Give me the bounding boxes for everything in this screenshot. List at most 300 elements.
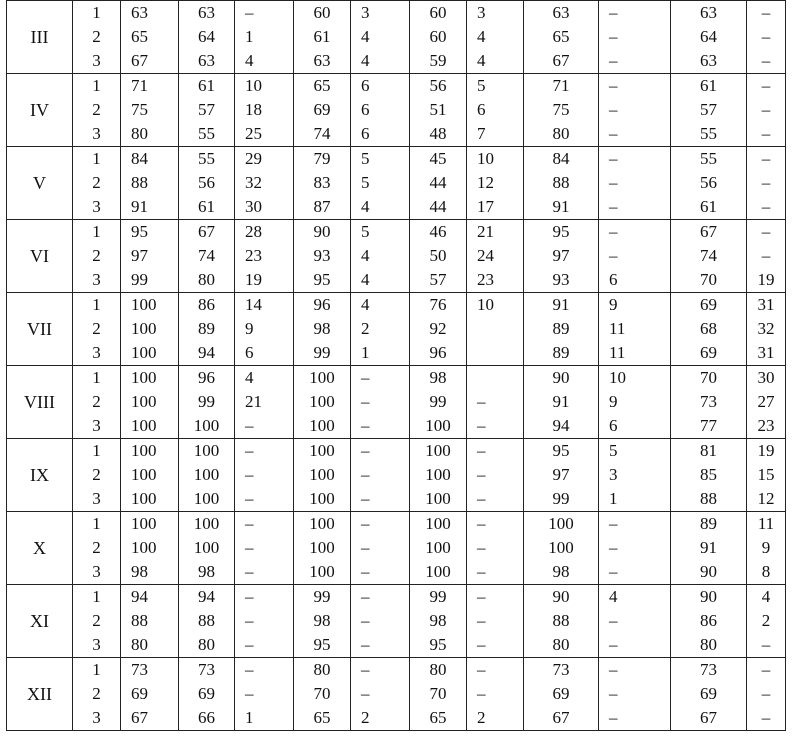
table-cell: 88 [524, 171, 599, 195]
decade-cell: 2 [73, 609, 121, 633]
table-cell: 67 [121, 49, 179, 74]
table-cell: 7 [467, 122, 524, 147]
table-cell: 83 [294, 171, 351, 195]
table-cell: 85 [671, 463, 747, 487]
table-cell: 98 [121, 560, 179, 585]
decade-cell: 2 [73, 98, 121, 122]
table-cell: 10 [467, 147, 524, 172]
table-cell: – [351, 487, 410, 512]
table-cell: 100 [410, 536, 467, 560]
table-cell: – [467, 633, 524, 658]
table-cell: 2 [467, 706, 524, 731]
decade-cell: 3 [73, 122, 121, 147]
table-cell: 6 [351, 74, 410, 99]
table-cell: 99 [410, 390, 467, 414]
table-row [7, 341, 786, 366]
table-cell: – [599, 560, 671, 585]
table-cell: 100 [410, 487, 467, 512]
table-row [7, 706, 786, 731]
table-cell: 69 [121, 682, 179, 706]
table-cell: 11 [599, 341, 671, 366]
month-group [7, 220, 786, 293]
table-cell: 17 [467, 195, 524, 220]
table-cell: 55 [671, 147, 747, 172]
table-cell: 96 [410, 341, 467, 366]
table-cell: 70 [294, 682, 351, 706]
table-cell: 61 [179, 74, 235, 99]
table-cell: 100 [121, 536, 179, 560]
decade-cell: 2 [73, 463, 121, 487]
table-cell: 61 [671, 195, 747, 220]
table-cell: 99 [410, 585, 467, 610]
table-cell: 73 [121, 658, 179, 683]
table-cell: 95 [121, 220, 179, 245]
table-cell: – [747, 122, 786, 147]
table-cell: 18 [235, 98, 294, 122]
table-cell: – [599, 244, 671, 268]
table-cell: – [235, 633, 294, 658]
table-row [7, 293, 786, 318]
table-cell: 91 [524, 390, 599, 414]
table-cell: 2 [747, 609, 786, 633]
table-cell: 100 [179, 463, 235, 487]
table-cell: – [235, 439, 294, 464]
table-cell: 75 [121, 98, 179, 122]
table-cell: 19 [747, 268, 786, 293]
table-cell: 4 [467, 49, 524, 74]
month-label: X [7, 512, 73, 585]
table-cell: 80 [121, 633, 179, 658]
table-cell: – [747, 244, 786, 268]
table-cell: 73 [524, 658, 599, 683]
table-cell: 6 [235, 341, 294, 366]
table-cell: 63 [671, 49, 747, 74]
table-cell: 100 [294, 536, 351, 560]
table-cell: 71 [524, 74, 599, 99]
data-table [6, 0, 786, 731]
table-cell: 59 [410, 49, 467, 74]
table-cell: – [351, 682, 410, 706]
table-cell: 55 [179, 122, 235, 147]
table-cell: – [467, 439, 524, 464]
table-cell: 4 [351, 244, 410, 268]
table-cell: 98 [410, 609, 467, 633]
table-cell: – [599, 512, 671, 537]
table-cell: – [351, 512, 410, 537]
table-row [7, 439, 786, 464]
table-cell: 100 [179, 512, 235, 537]
table-cell: 87 [294, 195, 351, 220]
table-cell: 5 [351, 147, 410, 172]
table-cell: 57 [671, 98, 747, 122]
table-cell: 12 [467, 171, 524, 195]
table-cell: 69 [671, 341, 747, 366]
table-cell: 88 [524, 609, 599, 633]
month-label: XII [7, 658, 73, 731]
table-cell: 91 [121, 195, 179, 220]
table-cell: 69 [671, 682, 747, 706]
table-cell: 74 [671, 244, 747, 268]
table-cell: – [351, 585, 410, 610]
table-row [7, 1, 786, 26]
table-cell: 96 [294, 293, 351, 318]
table-cell: 1 [599, 487, 671, 512]
table-cell: 65 [121, 25, 179, 49]
decade-cell: 2 [73, 244, 121, 268]
table-cell: 100 [179, 414, 235, 439]
table-cell: 89 [524, 341, 599, 366]
table-cell: – [467, 536, 524, 560]
table-cell: 6 [599, 414, 671, 439]
table-cell: 100 [294, 463, 351, 487]
table-cell: 90 [671, 585, 747, 610]
table-cell: 88 [179, 609, 235, 633]
table-cell: 97 [121, 244, 179, 268]
decade-cell: 2 [73, 317, 121, 341]
table-cell: – [351, 390, 410, 414]
table-cell: 69 [524, 682, 599, 706]
table-cell: 9 [599, 390, 671, 414]
table-cell: – [235, 512, 294, 537]
table-cell: – [599, 122, 671, 147]
table-cell: 4 [467, 25, 524, 49]
table-cell: 100 [179, 439, 235, 464]
table-cell: – [467, 390, 524, 414]
table-cell: 1 [235, 25, 294, 49]
table-cell: 79 [294, 147, 351, 172]
table-cell: 97 [524, 244, 599, 268]
table-cell: 50 [410, 244, 467, 268]
table-cell: – [467, 609, 524, 633]
month-group [7, 1, 786, 74]
month-label: VI [7, 220, 73, 293]
table-row [7, 414, 786, 439]
table-cell: 29 [235, 147, 294, 172]
table-cell: – [747, 633, 786, 658]
table-cell: 9 [747, 536, 786, 560]
table-cell: 94 [524, 414, 599, 439]
table-cell: 64 [179, 25, 235, 49]
table-cell: 95 [524, 439, 599, 464]
table-row [7, 366, 786, 391]
decade-cell: 1 [73, 366, 121, 391]
table-cell: 80 [671, 633, 747, 658]
table-cell: 100 [294, 414, 351, 439]
table-cell: – [599, 536, 671, 560]
table-cell: 74 [294, 122, 351, 147]
table-cell: 45 [410, 147, 467, 172]
table-row [7, 585, 786, 610]
table-cell: 55 [671, 122, 747, 147]
table-cell: 99 [524, 487, 599, 512]
table-cell: 69 [294, 98, 351, 122]
table-cell: 21 [467, 220, 524, 245]
table-cell: 80 [524, 633, 599, 658]
table-row [7, 633, 786, 658]
table-cell: 4 [747, 585, 786, 610]
table-cell: 55 [179, 147, 235, 172]
table-cell: 99 [294, 585, 351, 610]
table-cell: – [351, 609, 410, 633]
table-cell: – [235, 414, 294, 439]
table-cell: 31 [747, 293, 786, 318]
table-cell: – [747, 49, 786, 74]
table-row [7, 49, 786, 74]
table-cell: 100 [121, 317, 179, 341]
table-cell: 100 [294, 487, 351, 512]
month-label: V [7, 147, 73, 220]
table-cell: 100 [294, 390, 351, 414]
decade-cell: 1 [73, 1, 121, 26]
table-cell: 63 [179, 49, 235, 74]
table-cell: 30 [235, 195, 294, 220]
table-cell: 46 [410, 220, 467, 245]
table-cell: – [467, 585, 524, 610]
table-cell: 100 [121, 439, 179, 464]
table-cell: 67 [671, 220, 747, 245]
table-cell: – [599, 98, 671, 122]
table-cell: 15 [747, 463, 786, 487]
table-cell [467, 317, 524, 341]
table-cell: – [599, 633, 671, 658]
table-cell: – [747, 74, 786, 99]
table-cell: 31 [747, 341, 786, 366]
table-cell: 100 [294, 560, 351, 585]
table-cell: 100 [121, 463, 179, 487]
table-cell: 56 [410, 74, 467, 99]
table-cell: 4 [351, 195, 410, 220]
table-cell: – [599, 609, 671, 633]
table-cell: 86 [179, 293, 235, 318]
decade-cell: 3 [73, 414, 121, 439]
decade-cell: 1 [73, 74, 121, 99]
table-cell: 63 [671, 1, 747, 26]
table-cell: 4 [599, 585, 671, 610]
table-cell: 89 [671, 512, 747, 537]
table-cell: 5 [351, 171, 410, 195]
month-group [7, 366, 786, 439]
table-cell: 70 [410, 682, 467, 706]
table-cell: 75 [524, 98, 599, 122]
table-cell: 10 [467, 293, 524, 318]
table-cell: 28 [235, 220, 294, 245]
table-cell: 73 [179, 658, 235, 683]
table-cell: 67 [671, 706, 747, 731]
table-cell: 100 [410, 463, 467, 487]
table-row [7, 220, 786, 245]
table-row [7, 682, 786, 706]
table-cell: 94 [179, 341, 235, 366]
table-cell: 70 [671, 366, 747, 391]
table-cell: 32 [747, 317, 786, 341]
table-cell: 11 [747, 512, 786, 537]
table-row [7, 122, 786, 147]
table-cell: – [235, 463, 294, 487]
table-cell: – [467, 512, 524, 537]
table-cell: 61 [671, 74, 747, 99]
table-cell: – [747, 195, 786, 220]
table-cell: 25 [235, 122, 294, 147]
table-cell: 65 [294, 706, 351, 731]
table-row [7, 487, 786, 512]
table-cell: – [747, 98, 786, 122]
table-cell: 80 [524, 122, 599, 147]
table-cell: 70 [671, 268, 747, 293]
table-cell: – [351, 366, 410, 391]
table-cell: – [599, 682, 671, 706]
table-cell: 93 [294, 244, 351, 268]
table-cell: 100 [121, 512, 179, 537]
table-cell: 5 [467, 74, 524, 99]
table-cell: 67 [524, 49, 599, 74]
table-cell: 95 [294, 268, 351, 293]
month-group [7, 293, 786, 366]
table-cell: 97 [524, 463, 599, 487]
table-cell: 1 [235, 706, 294, 731]
month-group [7, 439, 786, 512]
table-cell: – [467, 487, 524, 512]
table-cell: – [235, 585, 294, 610]
decade-cell: 1 [73, 439, 121, 464]
table-cell: 6 [351, 98, 410, 122]
table-cell: – [747, 25, 786, 49]
table-cell: 88 [121, 171, 179, 195]
table-cell: 69 [671, 293, 747, 318]
month-label: VII [7, 293, 73, 366]
table-row [7, 171, 786, 195]
table-cell: 98 [179, 560, 235, 585]
table-cell: 99 [121, 268, 179, 293]
table-cell: – [599, 195, 671, 220]
table-cell: – [599, 658, 671, 683]
table-cell: 99 [294, 341, 351, 366]
table-cell: 94 [179, 585, 235, 610]
table-cell: 100 [294, 512, 351, 537]
table-cell: 76 [410, 293, 467, 318]
table-cell: 4 [351, 268, 410, 293]
table-row [7, 147, 786, 172]
table-cell: – [351, 439, 410, 464]
table-cell: 60 [294, 1, 351, 26]
table-cell: 63 [121, 1, 179, 26]
table-cell: 63 [524, 1, 599, 26]
table-cell: 100 [410, 439, 467, 464]
table-cell: 56 [671, 171, 747, 195]
table-cell: 21 [235, 390, 294, 414]
table-cell: 80 [179, 633, 235, 658]
table-cell [467, 341, 524, 366]
table-cell: 6 [599, 268, 671, 293]
table-cell: – [599, 25, 671, 49]
table-cell: – [235, 682, 294, 706]
table-cell: 88 [121, 609, 179, 633]
table-cell: – [467, 658, 524, 683]
table-cell: 10 [599, 366, 671, 391]
decade-cell: 1 [73, 658, 121, 683]
table-cell: 12 [747, 487, 786, 512]
table-cell: – [235, 536, 294, 560]
table-cell: 23 [467, 268, 524, 293]
table-cell: – [747, 1, 786, 26]
table-cell: – [747, 706, 786, 731]
table-cell: 100 [121, 341, 179, 366]
table-cell: 100 [524, 512, 599, 537]
table-cell: – [747, 682, 786, 706]
table-row [7, 98, 786, 122]
table-cell: 11 [599, 317, 671, 341]
table-cell: 98 [294, 317, 351, 341]
decade-cell: 3 [73, 341, 121, 366]
table-cell: 80 [121, 122, 179, 147]
table-cell: 44 [410, 171, 467, 195]
table-cell: 6 [467, 98, 524, 122]
table-cell: 65 [294, 74, 351, 99]
decade-cell: 2 [73, 390, 121, 414]
table-cell: 100 [524, 536, 599, 560]
decade-cell: 3 [73, 706, 121, 731]
decade-cell: 3 [73, 195, 121, 220]
table-cell: 67 [121, 706, 179, 731]
decade-cell: 1 [73, 585, 121, 610]
data-table-container [6, 0, 786, 731]
table-cell: 56 [179, 171, 235, 195]
table-cell: 57 [410, 268, 467, 293]
table-cell: – [599, 74, 671, 99]
decade-cell: 3 [73, 633, 121, 658]
table-cell: 60 [410, 1, 467, 26]
decade-cell: 2 [73, 25, 121, 49]
table-row [7, 317, 786, 341]
decade-cell: 3 [73, 560, 121, 585]
month-label: IX [7, 439, 73, 512]
table-cell: 91 [524, 293, 599, 318]
table-cell: 65 [410, 706, 467, 731]
table-row [7, 560, 786, 585]
decade-cell: 1 [73, 220, 121, 245]
table-cell: 100 [121, 487, 179, 512]
table-cell: 9 [235, 317, 294, 341]
table-row [7, 244, 786, 268]
table-cell: – [351, 463, 410, 487]
table-row [7, 609, 786, 633]
table-cell: 5 [599, 439, 671, 464]
table-cell: – [351, 414, 410, 439]
table-cell: – [747, 220, 786, 245]
table-row [7, 195, 786, 220]
decade-cell: 2 [73, 536, 121, 560]
table-cell: 73 [671, 390, 747, 414]
table-cell: 95 [294, 633, 351, 658]
table-cell: – [467, 682, 524, 706]
table-cell: 30 [747, 366, 786, 391]
table-cell: – [747, 658, 786, 683]
table-cell: – [747, 147, 786, 172]
table-cell: 19 [747, 439, 786, 464]
table-cell: – [599, 49, 671, 74]
month-group [7, 147, 786, 220]
table-cell: 3 [351, 1, 410, 26]
table-cell: 19 [235, 268, 294, 293]
month-group [7, 74, 786, 147]
decade-cell: 1 [73, 147, 121, 172]
table-cell: 100 [121, 366, 179, 391]
table-cell: 71 [121, 74, 179, 99]
table-cell: 91 [671, 536, 747, 560]
table-cell: 63 [179, 1, 235, 26]
table-cell: – [351, 633, 410, 658]
table-cell: – [467, 463, 524, 487]
table-cell: 4 [351, 25, 410, 49]
